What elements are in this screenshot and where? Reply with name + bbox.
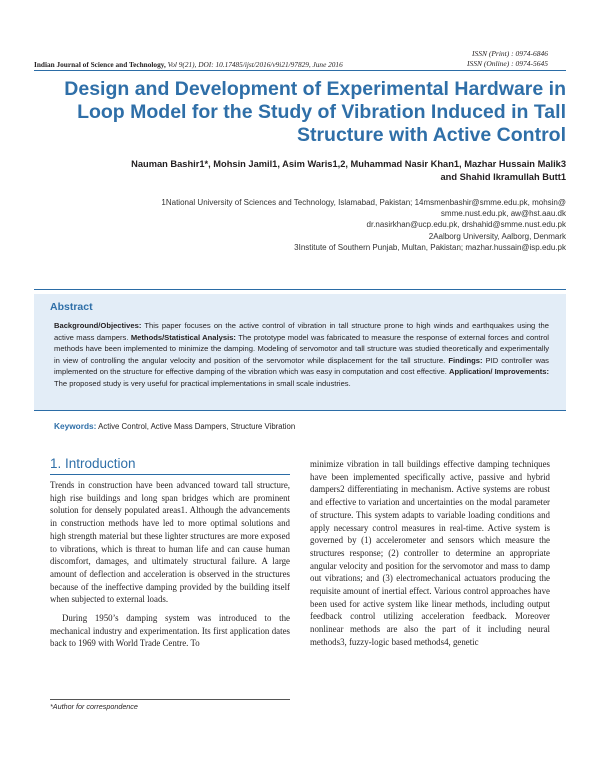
issn-block (467, 49, 548, 68)
abstract-application-text: The proposed study is very useful for practical implementations in small scale industries. (54, 378, 351, 388)
intro-paragraph: During 1950’s damping system was introduced to the mechanical industry and experimentation. Its first application dates back to 1969 with World Trade Centre. To (50, 613, 290, 649)
right-column (310, 458, 550, 649)
keywords-label: Keywords: (54, 421, 97, 431)
journal-citation (34, 60, 343, 69)
header-rule (34, 70, 566, 71)
affiliations (34, 197, 566, 253)
abstract-text (54, 320, 549, 390)
issn-print: ISSN (Print) : 0974-6846 (471, 49, 548, 58)
footnote: *Author for correspondence (50, 702, 138, 711)
journal-name: Indian Journal of Science and Technology, (34, 60, 166, 69)
footnote-rule (50, 699, 290, 700)
affiliation-line: 3Institute of Southern Punjab, Multan, Pakistan; mazhar.hussain@isp.edu.pk (294, 242, 566, 252)
paper-title: Design and Development of Experimental Hardware in Loop Model for the Study of Vibration Induced in Tall Structure with Active Control (64, 78, 566, 146)
section-heading-rule (50, 474, 290, 475)
issn-online: ISSN (Online) : 0974-5645 (466, 58, 548, 68)
left-column (50, 479, 290, 650)
affiliation-line: 1National University of Sciences and Technology, Islamabad, Pakistan; 14msmenbashir@smme.edu.pk, mohsin@ (161, 198, 566, 207)
abstract-background-label: Background/Objectives: (54, 321, 142, 330)
author-line-2: and Shahid Ikramullah Butt1 (440, 172, 566, 182)
abstract-application-label: Application/ Improvements: (449, 367, 550, 377)
section-heading-introduction: 1. Introduction (50, 456, 136, 471)
abstract-findings-label: Findings: (448, 355, 483, 365)
abstract-heading: Abstract (50, 301, 93, 313)
abstract-top-rule (34, 289, 566, 290)
affiliation-line: 2Aalborg University, Aalborg, Denmark (428, 231, 566, 241)
abstract-methods-label: Methods/Statistical Analysis: (130, 332, 236, 342)
abstract-bottom-rule (34, 410, 566, 411)
affiliation-line: dr.nasirkhan@ucp.edu.pk, drshahid@smme.nust.edu.pk (366, 220, 566, 230)
author-list (34, 158, 566, 184)
affiliation-line: smme.nust.edu.pk, aw@hst.aau.dk (440, 209, 566, 219)
journal-details: Vol 9(21), DOI: 10.17485/ijst/2016/v9i21/97829, June 2016 (167, 60, 343, 69)
intro-paragraph: Trends in construction have been advanced toward tall structure, high rise buildings and long span bridges which are prominent solution for densely populated areas1. Although the advancements in construction methods have led to more optimal solutions and high strength material but these lighter structures are more exposed to vibrations, which is threat to human life and can cause human discomfort, damages, and ultimately structural failure. A large amount of deflection and acceleration is observed in the structures because of the ineffective damping provided by the building itself when subjected to external loads. (50, 480, 290, 605)
intro-paragraph: minimize vibration in tall buildings effective damping techniques have been implemented specifically active, passive and hybrid dampers2 differentiating in mechanism. Active systems are robust and effective to variation and uncertainties on the modal parameter of structure. This system adapts to variable loading conditions and apply necessary control measures in real-time. Active system is governed by (1) accelerometer and sensors which measure the structures response; (2) controller to determine an appropriate angular velocity and position for the servomotor and mass to damp out vibrations; and (3) electromechanical actuators producing the requisite amount of inertial effect. Various control approaches have been used for active system like linear methods, including output feedback control utilizing acceleration feedback. Moreover nonlinear methods are also the part of it including neural methods3, fuzzy-logic based methods4, genetic (310, 459, 550, 647)
abstract-methods-text: The prototype model was fabricated to measure the response of external forces and control methods have been implemented to minimize the damping. Modeling of servomotor and tall structure was studied theoretically and experimentally in view of controlling the angular velocity and position of the servomotor while displacement for the tall structure. (54, 332, 549, 365)
author-line-1: Nauman Bashir1*, Mohsin Jamil1, Asim Waris1,2, Muhammad Nasir Khan1, Mazhar Hussain Malik3 (131, 159, 566, 169)
abstract-background-text: This paper focuses on the active control of vibration in tall structure prone to high winds and earthquakes using the active mass dampers. (54, 321, 549, 342)
keywords (54, 421, 295, 431)
abstract-findings-text: PID controller was implemented on the structure for effective damping of the vibration which was easy in computation and cost effective. (54, 355, 549, 377)
keywords-text: Active Control, Active Mass Dampers, Structure Vibration (96, 422, 296, 431)
